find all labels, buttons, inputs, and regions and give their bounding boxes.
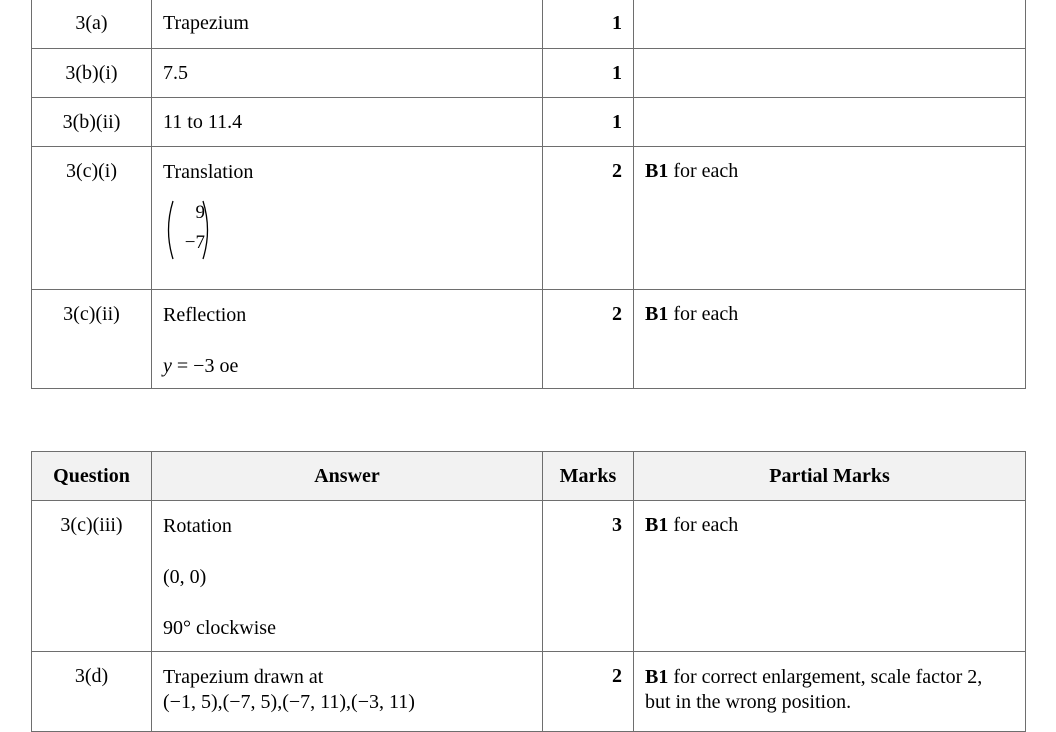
marks-cell (543, 98, 634, 147)
vector-bottom-value: −7 (184, 232, 205, 253)
equation-rest: = −3 oe (171, 355, 239, 377)
partial-mark-code: B1 (645, 666, 669, 688)
table-row (32, 98, 1026, 147)
answer-text: Reflection (163, 304, 247, 326)
column-vector (163, 199, 213, 261)
partial-marks-cell (634, 290, 1026, 389)
marks-value: 3 (612, 514, 622, 536)
marks-cell (543, 501, 634, 652)
question-cell (32, 49, 152, 98)
partial-marks-text: for correct enlargement, scale factor 2, but in the wrong position. (645, 666, 983, 713)
vector-top-value: 9 (195, 202, 205, 223)
answer-line: Trapezium drawn at (163, 666, 324, 688)
answer-text: 11 to 11.4 (163, 111, 243, 133)
marks-value: 2 (612, 303, 622, 325)
partial-marks-cell (634, 652, 1026, 732)
marks-cell (543, 49, 634, 98)
marks-value: 1 (612, 111, 622, 133)
marks-value: 2 (612, 665, 622, 687)
question-number: 3(c)(i) (65, 160, 118, 182)
question-number: 3(d) (74, 665, 109, 687)
table-row (32, 49, 1026, 98)
table-row (32, 147, 1026, 290)
question-number: 3(c)(ii) (63, 303, 120, 325)
answer-equation (163, 354, 542, 379)
answer-cell (152, 49, 543, 98)
table-row (32, 652, 1026, 732)
answer-line: Rotation (163, 515, 232, 537)
question-number: 3(a) (75, 12, 108, 34)
mark-scheme-table-upper (31, 0, 1026, 389)
table-row (32, 0, 1026, 49)
question-cell (32, 652, 152, 732)
partial-marks-text: for each (668, 303, 739, 325)
marks-cell (543, 290, 634, 389)
partial-marks-cell (634, 0, 1026, 49)
question-cell (32, 147, 152, 290)
marks-cell (543, 0, 634, 49)
partial-marks-cell (634, 147, 1026, 290)
partial-marks-text: for each (668, 514, 739, 536)
question-number: 3(c)(iii) (60, 514, 123, 536)
partial-mark-code: B1 (645, 514, 669, 536)
answer-cell (152, 98, 543, 147)
answer-line: (0, 0) (163, 566, 207, 588)
marks-cell (543, 147, 634, 290)
answer-line: 90° clockwise (163, 617, 276, 639)
table-row (32, 501, 1026, 652)
answer-text: 7.5 (163, 62, 188, 84)
partial-marks-cell (634, 501, 1026, 652)
marks-value: 1 (612, 62, 622, 84)
answer-cell (152, 0, 543, 49)
answer-cell (152, 652, 543, 732)
answer-header: Answer (152, 452, 543, 501)
equation-variable: y (163, 355, 172, 377)
answer-cell (152, 290, 543, 389)
marks-cell (543, 652, 634, 732)
answer-text: Trapezium (163, 12, 249, 34)
mark-scheme-table-lower (31, 451, 1026, 732)
question-cell (32, 290, 152, 389)
table-row (32, 290, 1026, 389)
marks-header: Marks (543, 452, 634, 501)
question-number: 3(b)(ii) (62, 111, 121, 133)
header-row (32, 452, 1026, 501)
partial-marks-cell (634, 49, 1026, 98)
partial-marks-header: Partial Marks (634, 452, 1026, 501)
marks-value: 1 (612, 12, 622, 34)
partial-marks-text: for each (668, 160, 739, 182)
question-cell (32, 98, 152, 147)
question-cell (32, 0, 152, 49)
answer-cell (152, 147, 543, 290)
partial-mark-code: B1 (645, 303, 669, 325)
answer-line: (−1, 5),(−7, 5),(−7, 11),(−3, 11) (163, 691, 415, 713)
answer-cell (152, 501, 543, 652)
marks-value: 2 (612, 160, 622, 182)
question-header: Question (32, 452, 152, 501)
partial-mark-code: B1 (645, 160, 669, 182)
partial-marks-cell (634, 98, 1026, 147)
question-number: 3(b)(i) (65, 62, 118, 84)
answer-text: Translation (163, 161, 254, 183)
question-cell (32, 501, 152, 652)
